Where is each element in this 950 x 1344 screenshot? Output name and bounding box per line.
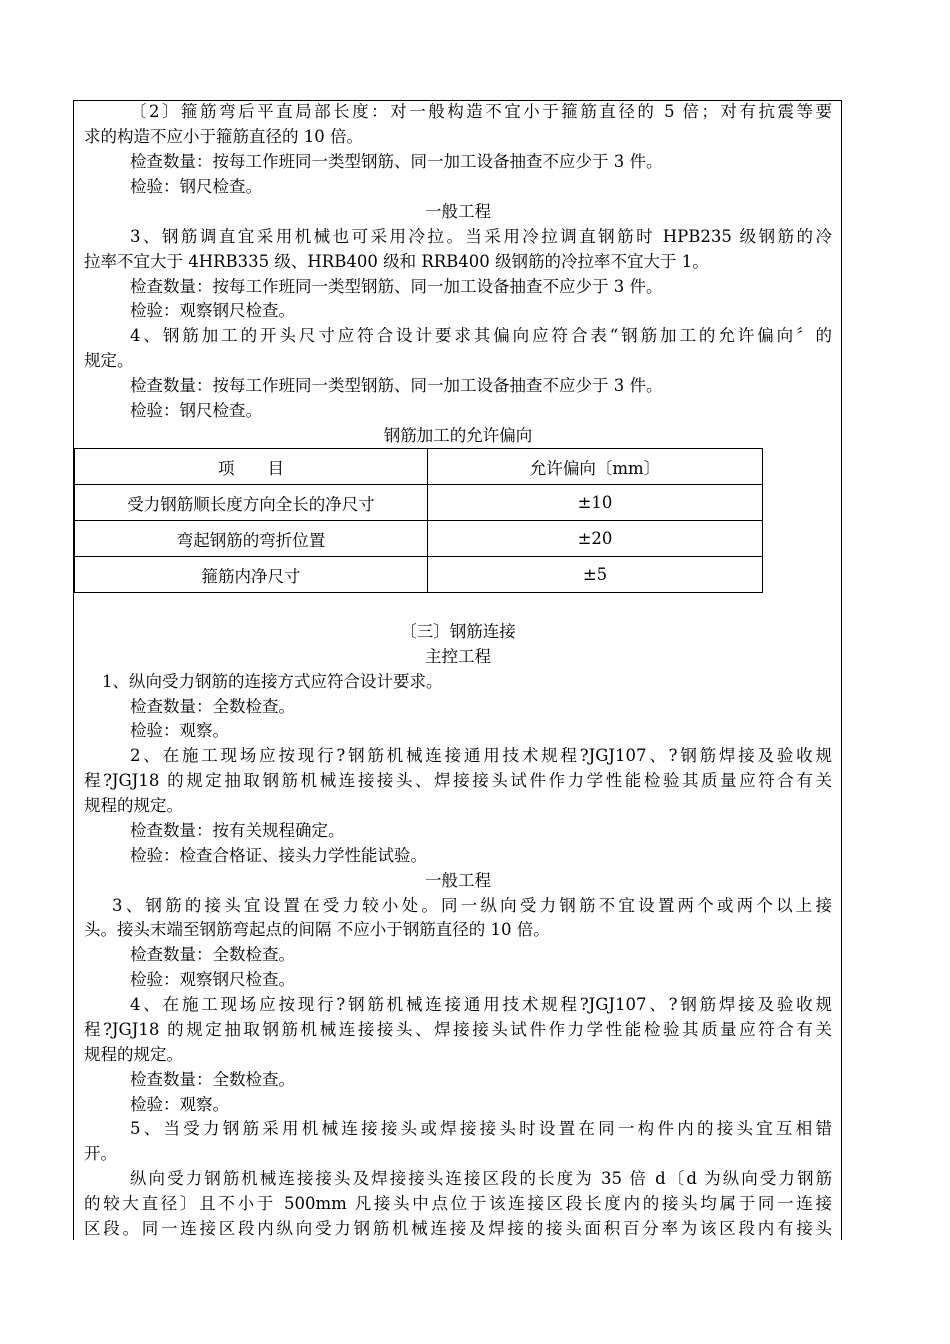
table-cell: 弯起钢筋的弯折位置 — [75, 521, 428, 557]
table-row — [75, 485, 763, 521]
paragraph-line: 4、钢筋加工的开头尺寸应符合设计要求其偏向应符合表“钢筋加工的允许偏向〞的 — [130, 326, 832, 345]
paragraph-line: 检查数量：按每工作班同一类型钢筋、同一加工设备抽查不应少于 3 件。 — [130, 152, 663, 171]
table-cell: ±10 — [428, 485, 763, 521]
paragraph-line: 检查数量：全数检查。 — [130, 1070, 295, 1089]
table-cell: ±20 — [428, 521, 763, 557]
paragraph-line: 检查数量：按每工作班同一类型钢筋、同一加工设备抽查不应少于 3 件。 — [130, 376, 663, 395]
section-heading: 主控工程 — [425, 647, 491, 666]
paragraph-line: 程?JGJ18 的规定抽取钢筋机械连接接头、焊接接头试件作力学性能检验其质量应符合有关 — [84, 1020, 832, 1039]
table-header-cell: 项 目 — [75, 449, 428, 485]
paragraph-line: 规定。 — [84, 351, 134, 370]
table-caption: 钢筋加工的允许偏向 — [383, 426, 533, 445]
paragraph-line: 检验：检查合格证、接头力学性能试验。 — [130, 846, 427, 865]
paragraph-line: 程?JGJ18 的规定抽取钢筋机械连接接头、焊接接头试件作力学性能检验其质量应符合有关 — [84, 771, 832, 790]
paragraph-line: 3、钢筋的接头宜设置在受力较小处。同一纵向受力钢筋不宜设置两个或两个以上接 — [112, 896, 832, 915]
paragraph-line: 检验：观察钢尺检查。 — [130, 970, 295, 989]
paragraph-line: 3、钢筋调直宜采用机械也可采用冷拉。当采用冷拉调直钢筋时 HPB235 级钢筋的冷 — [130, 227, 832, 246]
paragraph-line: 〔2〕箍筋弯后平直局部长度：对一般构造不宜小于箍筋直径的 5 倍；对有抗震等要 — [130, 102, 832, 121]
paragraph-line: 规程的规定。 — [84, 796, 183, 815]
table-row — [75, 557, 763, 593]
paragraph-line: 求的构造不应小于箍筋直径的 10 倍。 — [84, 127, 363, 146]
paragraph-line: 5、当受力钢筋采用机械连接接头或焊接接头时设置在同一构件内的接头宜互相错 — [130, 1119, 832, 1138]
paragraph-line: 2、在施工现场应按现行?钢筋机械连接通用技术规程?JGJ107、?钢筋焊接及验收规 — [130, 746, 832, 765]
paragraph-line: 的较大直径〕且不小于 500mm 凡接头中点位于该连接区段长度内的接头均属于同一连接 — [84, 1194, 832, 1213]
paragraph-line: 检验：观察钢尺检查。 — [130, 301, 295, 320]
tolerance-table — [74, 448, 763, 593]
table-cell: 受力钢筋顺长度方向全长的净尺寸 — [75, 485, 428, 521]
paragraph-line: 检查数量：全数检查。 — [130, 697, 295, 716]
paragraph-line: 区段。同一连接区段内纵向受力钢筋机械连接及焊接的接头面积百分率为该区段内有接头 — [84, 1219, 832, 1238]
paragraph-line: 检验：观察。 — [130, 1095, 229, 1114]
paragraph-line: 纵向受力钢筋机械连接接头及焊接接头连接区段的长度为 35 倍 d〔d 为纵向受力钢筋 — [130, 1169, 832, 1188]
section-heading: 一般工程 — [425, 202, 491, 221]
paragraph-line: 4、在施工现场应按现行?钢筋机械连接通用技术规程?JGJ107、?钢筋焊接及验收规 — [130, 995, 832, 1014]
paragraph-line: 检验：观察。 — [130, 721, 229, 740]
paragraph-line: 头。接头末端至钢筋弯起点的间隔 不应小于钢筋直径的 10 倍。 — [84, 920, 550, 939]
paragraph-line: 检查数量：按每工作班同一类型钢筋、同一加工设备抽查不应少于 3 件。 — [130, 277, 663, 296]
paragraph-line: 拉率不宜大于 4HRB335 级、HRB400 级和 RRB400 级钢筋的冷拉率不宜大于 1。 — [84, 252, 709, 271]
table-row — [75, 521, 763, 557]
paragraph-line: 1、纵向受力钢筋的连接方式应符合设计要求。 — [102, 672, 443, 691]
table-header-cell: 允许偏向〔mm〕 — [428, 449, 763, 485]
paragraph-line: 规程的规定。 — [84, 1045, 183, 1064]
paragraph-line: 检查数量：按有关规程确定。 — [130, 821, 345, 840]
paragraph-line: 检验：钢尺检查。 — [130, 177, 262, 196]
paragraph-line: 开。 — [84, 1144, 117, 1163]
paragraph-line: 检查数量：全数检查。 — [130, 945, 295, 964]
table-cell: 箍筋内净尺寸 — [75, 557, 428, 593]
paragraph-line: 检验：钢尺检查。 — [130, 401, 262, 420]
section-heading: 一般工程 — [425, 871, 491, 890]
table-cell: ±5 — [428, 557, 763, 593]
table-header-row — [75, 449, 763, 485]
section-heading: 〔三〕钢筋连接 — [400, 622, 516, 641]
